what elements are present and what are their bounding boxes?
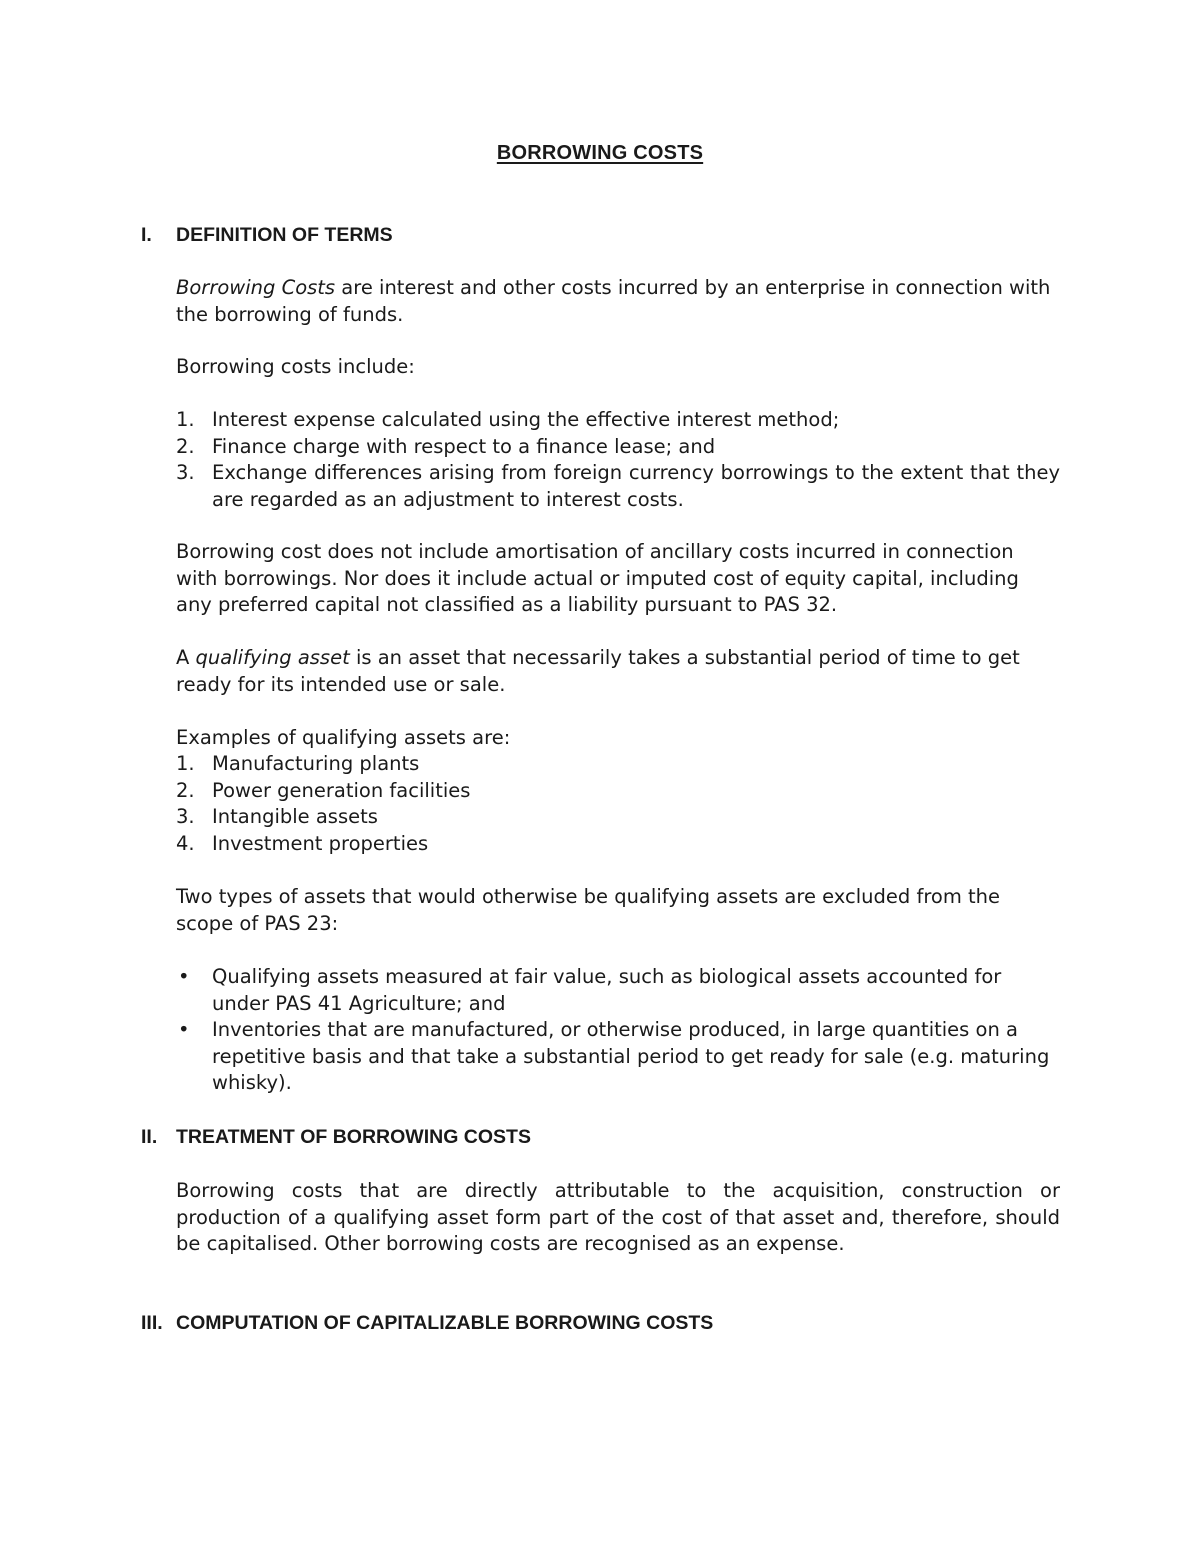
list-item [176,1017,1060,1097]
scope-paragraph: Two types of assets that would otherwise be qualifying assets are excluded from the scope of PAS 23: [176,885,1001,935]
list-marker: 1. [176,752,195,775]
document-title-text: BORROWING COSTS [496,142,704,164]
qualifying-text: is an asset that necessarily takes a substantial period of time to get ready for its intended use or sale. [176,646,1020,696]
list-item [176,434,1060,461]
qualifying-asset-definition [176,645,1060,698]
section-title: TREATMENT OF BORROWING COSTS [176,1126,531,1148]
list-item [176,751,1060,778]
list-marker: 3. [176,461,195,484]
document-title [0,142,1200,165]
list-marker: 2. [176,434,195,458]
list-item-text: Finance charge with respect to a finance lease; and [212,434,716,458]
defined-term: Borrowing Costs [176,276,336,299]
list-marker: 4. [176,831,195,855]
list-item-text: Investment properties [212,831,429,855]
examples-list [176,751,1060,857]
list-marker: 2. [176,778,195,802]
section-heading-computation [141,1312,713,1335]
scope-exclusion-list [176,964,1060,1097]
list-item-text: Interest expense calculated using the effective interest method; [212,408,840,431]
include-list [176,407,1060,513]
section-number: III. [141,1312,163,1334]
examples-intro: Examples of qualifying assets are: [176,726,511,749]
section-title: DEFINITION OF TERMS [176,224,393,246]
section-heading-treatment [141,1126,531,1149]
list-item [176,804,1060,831]
qualifying-prefix: A [176,646,196,669]
list-item [176,460,1060,513]
list-item [176,964,1060,1017]
section-title: COMPUTATION OF CAPITALIZABLE BORROWING COSTS [176,1312,714,1334]
list-marker: 1. [176,408,195,431]
list-item-text: Intangible assets [212,805,378,828]
list-item-text: Qualifying assets measured at fair value, such as biological assets accounted for under PAS 41 Agriculture; and [212,965,1002,1015]
list-item [176,831,1060,858]
bullet-icon: • [178,965,190,988]
list-item-text: Manufacturing plants [212,752,420,775]
section-number: II. [141,1126,158,1148]
list-item [176,407,1060,434]
treatment-paragraph: Borrowing costs that are directly attributable to the acquisition, construction or production of a qualifying asset form part of the cost of that asset and, therefore, should be capitalised. Other borrowing costs are recognised as an expense. [176,1179,1060,1255]
include-intro: Borrowing costs include: [176,355,415,378]
definition-text: are interest and other costs incurred by an enterprise in connection with the borrowing of funds. [176,276,1051,326]
list-item-text: Inventories that are manufactured, or otherwise produced, in large quantities on a repetitive basis and that take a substantial period to get ready for sale (e.g. maturing whisky). [212,1018,1050,1094]
list-item-text: Power generation facilities [212,778,471,802]
exclusion-paragraph: Borrowing cost does not include amortisation of ancillary costs incurred in connection with borrowings. Nor does it include actual or imputed cost of equity capital, including any preferred capital not classified as a liability pursuant to PAS 32. [176,540,1019,616]
bullet-icon: • [178,1018,190,1041]
defined-term: qualifying asset [195,646,350,669]
borrowing-costs-definition [176,275,1060,328]
section-number: I. [141,224,152,246]
section-heading-definition [141,224,393,247]
list-item [176,778,1060,805]
list-marker: 3. [176,805,195,828]
list-item-text: Exchange differences arising from foreign currency borrowings to the extent that they are regarded as an adjustment to interest costs. [212,461,1060,511]
